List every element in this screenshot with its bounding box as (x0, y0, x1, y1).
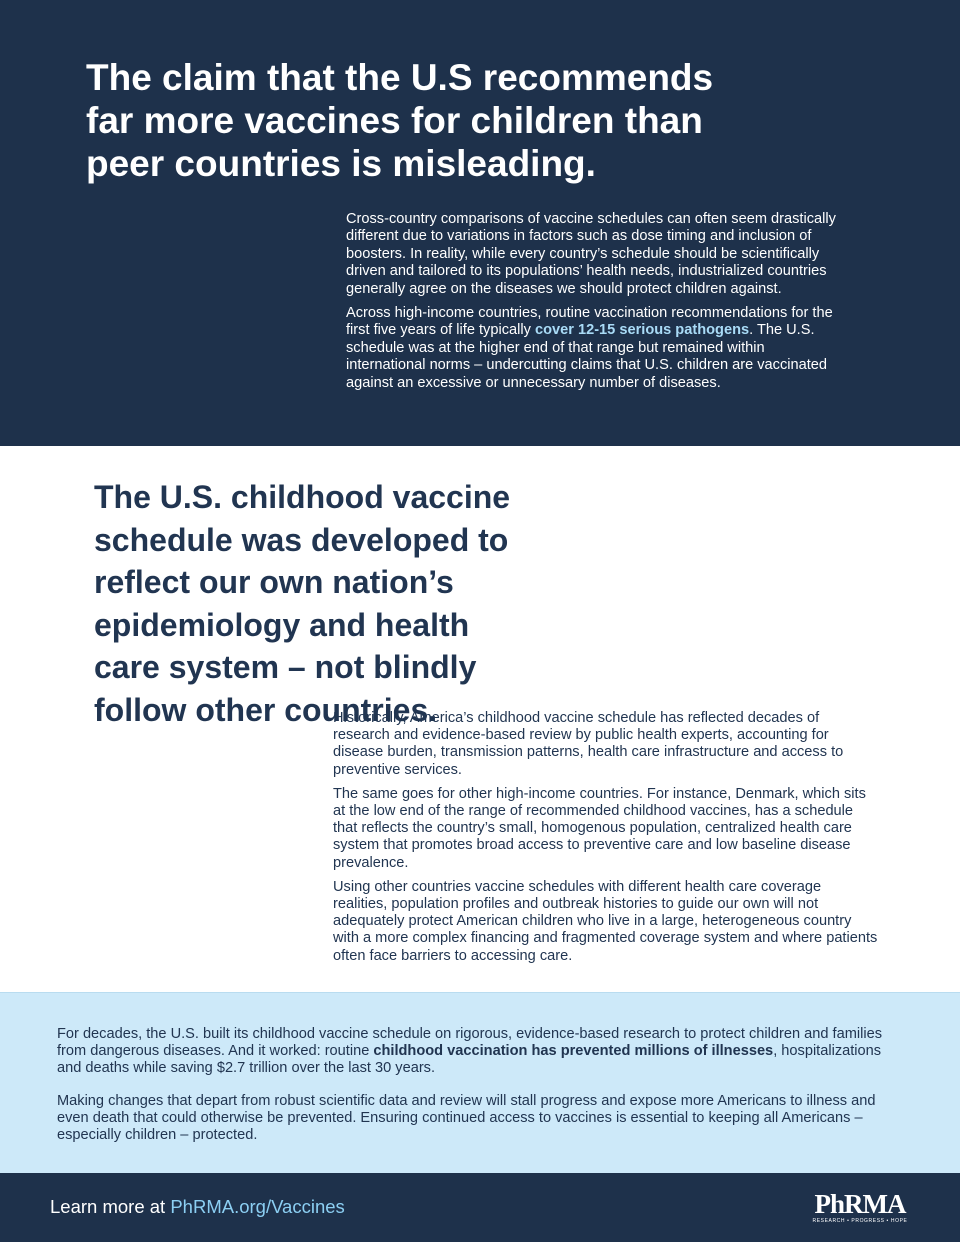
page-footer (0, 1173, 960, 1242)
phrma-logo-tagline: RESEARCH • PROGRESS • HOPE (812, 1218, 908, 1224)
section1-paragraph-2-tail: . The U.S. schedule was at the higher end of that range but remained within international norms – undercutting claims that U.S. children are vaccinated against an excessive or unnecessary number of diseases. (346, 322, 828, 391)
pathogens-highlight: cover 12-15 serious pathogens (534, 322, 750, 339)
section1-headline: The claim that the U.S recommends far more vaccines for children than peer countries is misleading. (86, 57, 714, 184)
section2-body (333, 710, 878, 972)
misleading-claim-section (0, 0, 960, 446)
section2-paragraph-3: Using other countries vaccine schedules with different health care coverage realities, population profiles and outbreak histories to guide our own will not adequately protect American children who live in a large, heterogeneous country with a more complex financing and fragmented coverage system and where patients often face barriers to accessing care. (333, 878, 878, 964)
section2-paragraph-1: Historically, America’s childhood vaccine schedule has reflected decades of research and evidence-based review by public health experts, accounting for disease burden, transmission patterns, health care infrastructure and access to preventive services. (333, 710, 844, 778)
phrma-logo-wordmark: PhRMA (814, 1189, 906, 1219)
prevented-illnesses-highlight: childhood vaccination has prevented millions of illnesses (373, 1043, 774, 1060)
section1-paragraph-1: Cross-country comparisons of vaccine schedules can often seem drastically different due to variations in factors such as dose timing and inclusion of boosters. In reality, while every country’s schedule should be scientifically driven and tailored to its populations’ health needs, industrialized countries generally agree on the diseases we should protect children against. (346, 211, 836, 297)
section2-paragraph-2: The same goes for other high-income countries. For instance, Denmark, which sits at the low end of the range of recommended childhood vaccines, has a schedule that reflects the country’s small, homogenous population, centralized health care system that promotes broad access to preventive care and low baseline disease prevalence. (333, 785, 866, 871)
phrma-logo (812, 1190, 908, 1230)
section3-paragraph-1-lead: For decades, the U.S. built its childhood vaccine schedule on rigorous, evidence-based research to protect children and families from dangerous diseases. And it worked: routine (57, 1026, 883, 1060)
section3-paragraph-1 (57, 1026, 907, 1078)
footer-call-to-action (50, 1195, 345, 1219)
section1-paragraph-2 (346, 305, 846, 392)
section2-headline: The U.S. childhood vaccine schedule was developed to reflect our own nation’s epidemiology and health care system – not blindly follow other countries. (94, 479, 511, 728)
section1-body (346, 211, 846, 399)
footer-cta-prefix: Learn more at (50, 1196, 171, 1217)
us-schedule-section (0, 446, 960, 992)
conclusion-band (0, 992, 960, 1173)
section3-body (57, 1026, 907, 1159)
vaccines-link[interactable]: PhRMA.org/Vaccines (170, 1196, 345, 1217)
section1-paragraph-2-lead: Across high-income countries, routine vaccination recommendations for the first five years of life typically (346, 305, 833, 339)
section3-paragraph-2: Making changes that depart from robust scientific data and review will stall progress and expose more Americans to illness and even death that could otherwise be prevented. Ensuring continued access to vaccines is essential to keeping all Americans – especially children – protected. (57, 1092, 876, 1144)
section3-paragraph-1-tail: , hospitalizations and deaths while saving $2.7 trillion over the last 30 years. (57, 1043, 882, 1077)
